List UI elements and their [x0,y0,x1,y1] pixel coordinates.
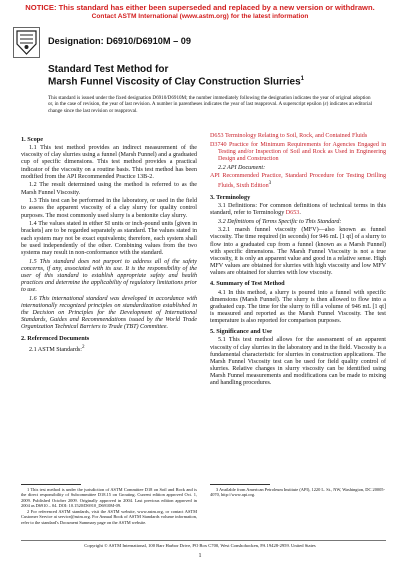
footnote-2: 2 For referenced ASTM standards, visit the ASTM website, www.astm.org, or contact ASTM Customer Service at service@astm.org. For Annual Book of ASTM Standards volume information, refer to the standard's Document Summary page on the ASTM website. [21,509,197,525]
para-3-1 [210,203,386,217]
left-column [21,133,197,355]
para-1-1: 1.1 This test method provides an indirect measurement of the viscosity of clay slurries using a funnel (Marsh Funnel) and a graduated cup of specific dimensions. This test method provides a practical indicator of the viscosity on a routine basis. This test method has been modified from the API Recommended Practice 13B-2. [21,145,197,180]
reference-d3740[interactable] [210,142,386,163]
footnote-marker-2: 2 [81,343,85,350]
footer-divider [21,540,386,541]
para-3-2: 3.2 Definitions of Terms Specific to This Standard: [218,218,342,225]
para-3-2-1: 3.2.1 marsh funnel viscosity (MFV)—also known as funnel viscosity. The time required (in seconds) for 946 mL [1 qt] of a slurry to flow into a graduated cup from a funnel (known as a Marsh Funnel) with specific dimensions. The Marsh Funnel Viscosity is not a true viscosity, it is only an apparent value and good in a relative sense. High MFV values are obtained for slurries with high viscosity and low MFV values are obtained for slurries with low viscosity. [210,227,386,277]
para-1-4: 1.4 The values stated in either SI units or inch-pound units [given in brackets] are to be regarded separately as standard. The values stated in each system may not be exact equivalents; therefore, each system shall be used independently of the other. Combining values from the two systems may result in non-conformance with the standard. [21,221,197,256]
footnote-3: 3 Available from American Petroleum Institute (API), 1220 L. St., NW, Washington, DC 20005-4070, http://www.api.org. [210,487,385,498]
para-1-5: 1.5 This standard does not purport to address all of the safety concerns, if any, associated with its use. It is the responsibility of the user of this standard to establish appropriate safety and health practices and determine the applicability of regulatory limitations prior to use. [21,258,197,294]
section-heading-terminology: 3. Terminology [210,193,251,201]
astm-standards-label: 2.1 ASTM Standards: [29,346,82,353]
para-5-1: 5.1 This test method allows for the assessment of an apparent viscosity of clay slurries in the laboratory and in the field. Viscosity is a fundamental characteristic for slurries in construction applications. The Marsh Funnel Viscosity test can be used for field quality control of slurries. Relative changes in slurry viscosity can be identified using Marsh Funnel measurements and modifications can be made to mixing and handling procedures. [210,337,386,387]
footnote-divider [210,484,270,485]
terminology-link[interactable]: D653 [285,209,300,216]
right-column [210,133,386,389]
para-3-1-text: 3.1 Definitions: For common definitions of technical terms in this standard, refer to Terminology [210,202,386,216]
para-3-1-end: . [299,209,301,216]
para-2-1 [21,344,197,354]
title-text: Marsh Funnel Viscosity of Clay Construction Slurries [48,76,301,88]
footnotes-left [21,487,197,526]
reference-api[interactable] [210,173,386,190]
section-heading-significance: 5. Significance and Use [210,328,272,336]
title-line-1: Standard Test Method for [48,64,169,75]
title-line-2 [48,76,304,87]
reference-title[interactable]: API Recommended Practice, Standard Procedure for Testing Drilling Fluids, Sixth Edition [210,173,386,190]
section-heading-summary: 4. Summary of Test Method [210,280,285,288]
withdrawn-notice [0,3,400,21]
title-footnote-marker: 1 [300,76,304,82]
notice-line-1: NOTICE: This standard has either been superseded and replaced by a new version or withdrawn. [25,3,375,12]
footnote-divider [21,484,81,485]
section-heading-scope: 1. Scope [21,136,44,143]
notice-line-2: Contact ASTM International (www.astm.org) for the latest information [91,13,309,20]
reference-title[interactable]: Practice for Minimum Requirements for Agencies Engaged in Testing and/or Inspection of Soil and Rock as Used in Engineering Design and Construction [218,141,386,162]
designation: Designation: D6910/D6910M – 09 [48,36,191,46]
copyright-line: Copyright © ASTM International, 100 Barr Harbor Drive, PO Box C700, West Conshohocken, PA 19428-2959. United States [84,543,316,548]
issuance-note: This standard is issued under the fixed designation D6910/D6910M; the number immediately following the designation indicates the year of original adoption or, in the case of revision, the year of last revision. A number in parentheses indicates the year of last reapproval. A superscript epsilon (ε) indicates an editorial change since the last revision or reapproval. [48,95,373,114]
reference-code[interactable]: D3740 [210,141,227,148]
astm-logo-icon [13,27,40,58]
footnote-1: 1 This test method is under the jurisdiction of ASTM Committee D18 on Soil and Rock and is the direct responsibility of Subcommittee D18.15 on Grouting. Current edition approved Oct. 1, 2009. Published October 2009. Originally approved in 2004. Last previous edition approved in 2004 as D6910 – 04. DOI: 10.1520/D6910_D6910M-09. [21,487,197,508]
para-2-2: 2.2 API Document: [218,164,266,171]
reference-title[interactable]: Terminology Relating to Soil, Rock, and Contained Fluids [224,133,368,139]
section-heading-references: 2. Referenced Documents [21,334,90,342]
reference-code[interactable]: D653 [210,133,224,139]
para-4-1: 4.1 In this method, a slurry is poured into a funnel with specific dimensions (Marsh Funnel). The slurry is then allowed to flow into a graduated cup. The time for the slurry to fill a volume of 946 mL [1 qt] is measured and reported as the Marsh Funnel Viscosity. The test temperature is also reported for comparison purposes. [210,289,386,325]
footnote-marker-3: 3 [268,180,272,187]
para-1-2: 1.2 The result determined using the method is referred to as the Marsh Funnel Viscosity. [21,182,197,196]
reference-d653[interactable] [210,133,386,140]
para-1-3: 1.3 This test can be performed in the laboratory, or used in the field to assess the apparent viscosity of a clay slurry for quality control purposes. The most commonly used slurry is a bentonite clay slurry. [21,198,197,219]
page-number: 1 [198,553,202,559]
para-1-6: 1.6 This international standard was developed in accordance with internationally recognized principles on standardization established in the Decision on Principles for the Development of International Standards, Guides and Recommendations issued by the World Trade Organization Technical Barriers to Trade (TBT) Committee. [21,295,197,331]
